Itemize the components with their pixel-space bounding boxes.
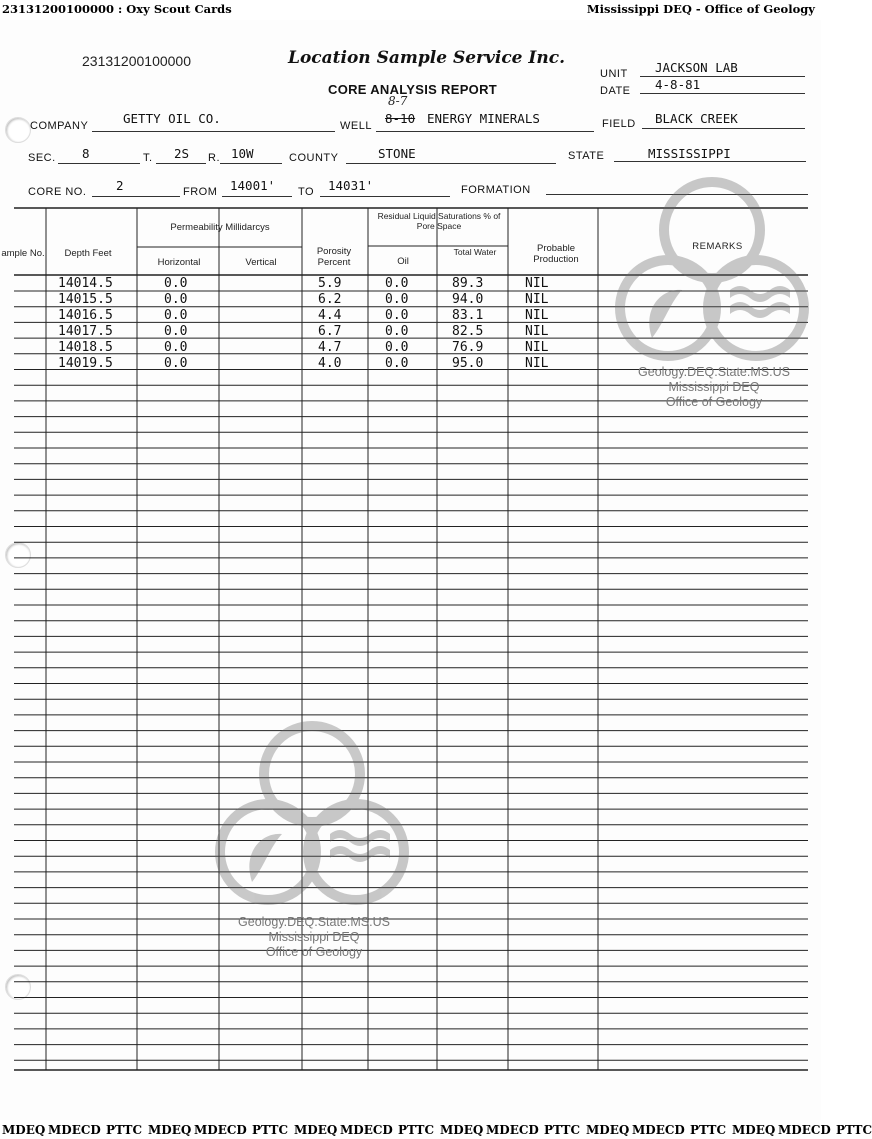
cell-oil: 0.0	[385, 276, 409, 291]
cell-water: 89.3	[452, 276, 484, 291]
cell-porosity: 4.7	[318, 339, 342, 355]
scanned-document	[0, 20, 821, 1120]
state-value: MISSISSIPPI	[648, 146, 731, 161]
footer-item: MDECD	[340, 1123, 393, 1137]
field-label: FIELD	[602, 118, 636, 130]
footer-item: MDEQ	[2, 1123, 46, 1137]
cell-production: NIL	[525, 355, 549, 371]
cell-oil: 0.0	[385, 339, 409, 355]
township-label: T.	[143, 152, 153, 164]
cell-porosity: 4.0	[318, 355, 342, 371]
cell-porosity: 4.4	[318, 307, 342, 323]
footer-item: MDECD	[48, 1123, 101, 1137]
footer-item: PTTC	[544, 1123, 581, 1137]
township-value: 2S	[174, 146, 190, 161]
unit-value: JACKSON LAB	[655, 60, 738, 75]
header-remarks: REMARKS	[692, 241, 743, 252]
cell-depth: 14018.5	[58, 339, 113, 355]
cell-horizontal: 0.0	[164, 307, 188, 323]
cell-production: NIL	[525, 323, 549, 339]
date-value: 4-8-81	[655, 77, 701, 92]
header-horizontal: Horizontal	[157, 257, 201, 268]
cell-oil: 0.0	[385, 291, 409, 307]
cell-porosity: 6.7	[318, 323, 342, 339]
footer-item: PTTC	[252, 1123, 289, 1137]
report-title: CORE ANALYSIS REPORT	[328, 82, 498, 97]
footer-bar	[0, 1120, 872, 1139]
cell-production: NIL	[525, 291, 549, 307]
watermark-text: Geology.DEQ.State.MS.US Mississippi DEQ Office of Geology	[638, 365, 790, 409]
to-label: TO	[298, 186, 315, 198]
footer-item: MDEQ	[148, 1123, 192, 1137]
cell-depth: 14016.5	[58, 307, 113, 323]
footer-item: MDEQ	[440, 1123, 484, 1137]
well-value: ENERGY MINERALS	[427, 111, 540, 126]
cell-water: 94.0	[452, 291, 484, 307]
well-label: WELL	[340, 120, 372, 132]
footer-item: MDEQ	[586, 1123, 630, 1137]
well-correction: 8-7	[388, 94, 408, 108]
cell-oil: 0.0	[385, 355, 409, 371]
footer-item: MDEQ	[294, 1123, 338, 1137]
company-value: GETTY OIL CO.	[123, 111, 221, 126]
footer-item: MDECD	[632, 1123, 685, 1137]
mdeq-watermark-logo-icon	[212, 722, 412, 912]
core-no-label: CORE NO.	[28, 186, 87, 198]
from-label: FROM	[183, 186, 218, 198]
cell-water: 95.0	[452, 355, 484, 371]
footer-item: PTTC	[398, 1123, 435, 1137]
core-no-value: 2	[116, 178, 124, 193]
sec-label: SEC.	[28, 152, 56, 164]
range-label: R.	[208, 152, 220, 164]
to-value: 14031'	[328, 178, 374, 193]
header-depth: Depth Feet	[64, 248, 112, 259]
cell-oil: 0.0	[385, 307, 409, 323]
company-label: COMPANY	[30, 120, 89, 132]
cell-water: 76.9	[452, 339, 484, 355]
watermark-text: Geology.DEQ.State.MS.US Mississippi DEQ Office of Geology	[238, 915, 390, 959]
header-vertical: Vertical	[245, 257, 277, 268]
cell-water: 83.1	[452, 307, 484, 323]
footer-item: PTTC	[836, 1123, 872, 1137]
county-label: COUNTY	[289, 152, 339, 164]
field-value: BLACK CREEK	[655, 111, 738, 126]
well-struck-value: 8-10	[385, 111, 416, 126]
cell-depth: 14019.5	[58, 355, 113, 371]
header-right-text: Mississippi DEQ - Office of Geology	[586, 2, 815, 16]
cell-horizontal: 0.0	[164, 291, 188, 307]
state-label: STATE	[568, 150, 605, 162]
footer-item: MDECD	[486, 1123, 539, 1137]
footer-item: PTTC	[106, 1123, 143, 1137]
api-number: 23131200100000	[82, 53, 192, 69]
cell-depth: 14015.5	[58, 291, 113, 307]
header-porosity: Porosity Percent	[316, 246, 352, 268]
header-oil: Oil	[397, 256, 409, 267]
header-bar	[0, 0, 821, 20]
lab-company-name: Location Sample Service Inc.	[288, 48, 565, 68]
footer-item: PTTC	[690, 1123, 727, 1137]
cell-water: 82.5	[452, 323, 484, 339]
header-residual-saturations: Residual Liquid Saturations % of Pore Space	[377, 211, 501, 231]
footer-item: MDECD	[778, 1123, 831, 1137]
range-value: 10W	[231, 146, 254, 161]
mdeq-watermark-logo-icon	[612, 178, 812, 368]
cell-horizontal: 0.0	[164, 355, 188, 371]
header-total-water: Total Water	[453, 247, 497, 257]
cell-production: NIL	[525, 276, 549, 291]
footer-item: MDECD	[194, 1123, 247, 1137]
cell-oil: 0.0	[385, 323, 409, 339]
cell-horizontal: 0.0	[164, 323, 188, 339]
cell-porosity: 6.2	[318, 291, 342, 307]
cell-production: NIL	[525, 307, 549, 323]
from-value: 14001'	[230, 178, 276, 193]
cell-porosity: 5.9	[318, 276, 342, 291]
header-sample-no: ample No.	[1, 248, 45, 259]
sec-value: 8	[82, 146, 90, 161]
cell-production: NIL	[525, 339, 549, 355]
cell-depth: 14017.5	[58, 323, 113, 339]
cell-horizontal: 0.0	[164, 276, 188, 291]
header-probable-production: Probable Production	[533, 243, 579, 265]
header-permeability: Permeability Millidarcys	[170, 222, 270, 233]
footer-item: MDEQ	[732, 1123, 776, 1137]
unit-label: UNIT	[600, 68, 628, 80]
cell-horizontal: 0.0	[164, 339, 188, 355]
header-left-text: 23131200100000 : Oxy Scout Cards	[2, 2, 232, 16]
cell-depth: 14014.5	[58, 276, 113, 291]
formation-label: FORMATION	[461, 184, 531, 196]
date-label: DATE	[600, 85, 631, 97]
county-value: STONE	[378, 146, 416, 161]
